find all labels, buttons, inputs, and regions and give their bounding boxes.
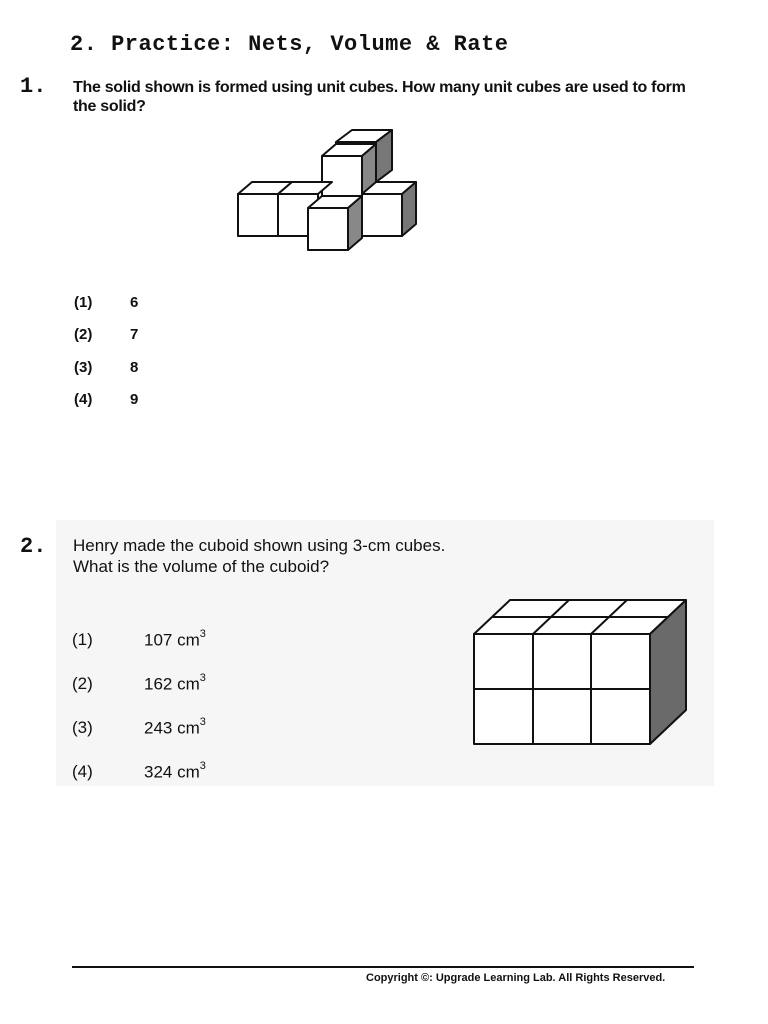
question-text	[73, 535, 573, 577]
option-label: (1)	[72, 630, 93, 649]
option-number: 107	[144, 630, 173, 650]
question-text-line: Henry made the cuboid shown using 3-cm cubes.	[73, 536, 446, 555]
question-number: 1.	[20, 74, 47, 99]
cuboid-figure	[470, 596, 690, 746]
question-text: The solid shown is formed using unit cubes. How many unit cubes are used to form the solid?	[73, 79, 686, 115]
answer-option[interactable]	[74, 319, 274, 352]
unit-label: cm	[177, 718, 200, 738]
option-value: 9	[130, 391, 139, 409]
unit-exponent: 3	[199, 671, 206, 684]
unit-cube-solid-figure	[236, 128, 426, 252]
answer-option[interactable]	[72, 618, 332, 662]
option-label: (3)	[72, 718, 93, 737]
copyright-notice: Copyright ©: Upgrade Learning Lab. All Rights Reserved.	[366, 972, 666, 984]
unit-label: cm	[177, 674, 200, 694]
question-text-line: What is the volume of the cuboid?	[73, 557, 330, 576]
page-title: 2. Practice: Nets, Volume & Rate	[70, 32, 509, 57]
answer-option[interactable]	[74, 351, 274, 384]
option-number: 243	[144, 718, 173, 738]
answer-option[interactable]	[74, 286, 274, 319]
option-number: 162	[144, 674, 173, 694]
unit-label: cm	[177, 762, 200, 782]
answer-option[interactable]	[74, 384, 274, 417]
option-label: (2)	[72, 674, 93, 693]
option-label: (4)	[72, 762, 93, 781]
answer-options	[74, 286, 274, 416]
option-value: 8	[130, 358, 139, 376]
answer-option[interactable]	[72, 750, 332, 794]
option-value: 6	[130, 293, 139, 311]
option-value: 7	[130, 326, 139, 344]
option-number: 324	[144, 762, 173, 782]
question-number: 2.	[20, 534, 47, 559]
unit-exponent: 3	[199, 627, 206, 640]
option-label: (2)	[74, 326, 93, 344]
option-label: (3)	[74, 358, 93, 376]
option-value	[144, 715, 284, 739]
option-value	[144, 671, 284, 695]
answer-options	[72, 618, 332, 794]
unit-exponent: 3	[199, 759, 206, 772]
answer-option[interactable]	[72, 662, 332, 706]
option-value	[144, 627, 284, 651]
footer-divider	[72, 966, 694, 968]
option-value	[144, 759, 284, 783]
option-label: (1)	[74, 293, 93, 311]
answer-option[interactable]	[72, 706, 332, 750]
unit-label: cm	[177, 630, 200, 650]
option-label: (4)	[74, 391, 93, 409]
unit-exponent: 3	[199, 715, 206, 728]
